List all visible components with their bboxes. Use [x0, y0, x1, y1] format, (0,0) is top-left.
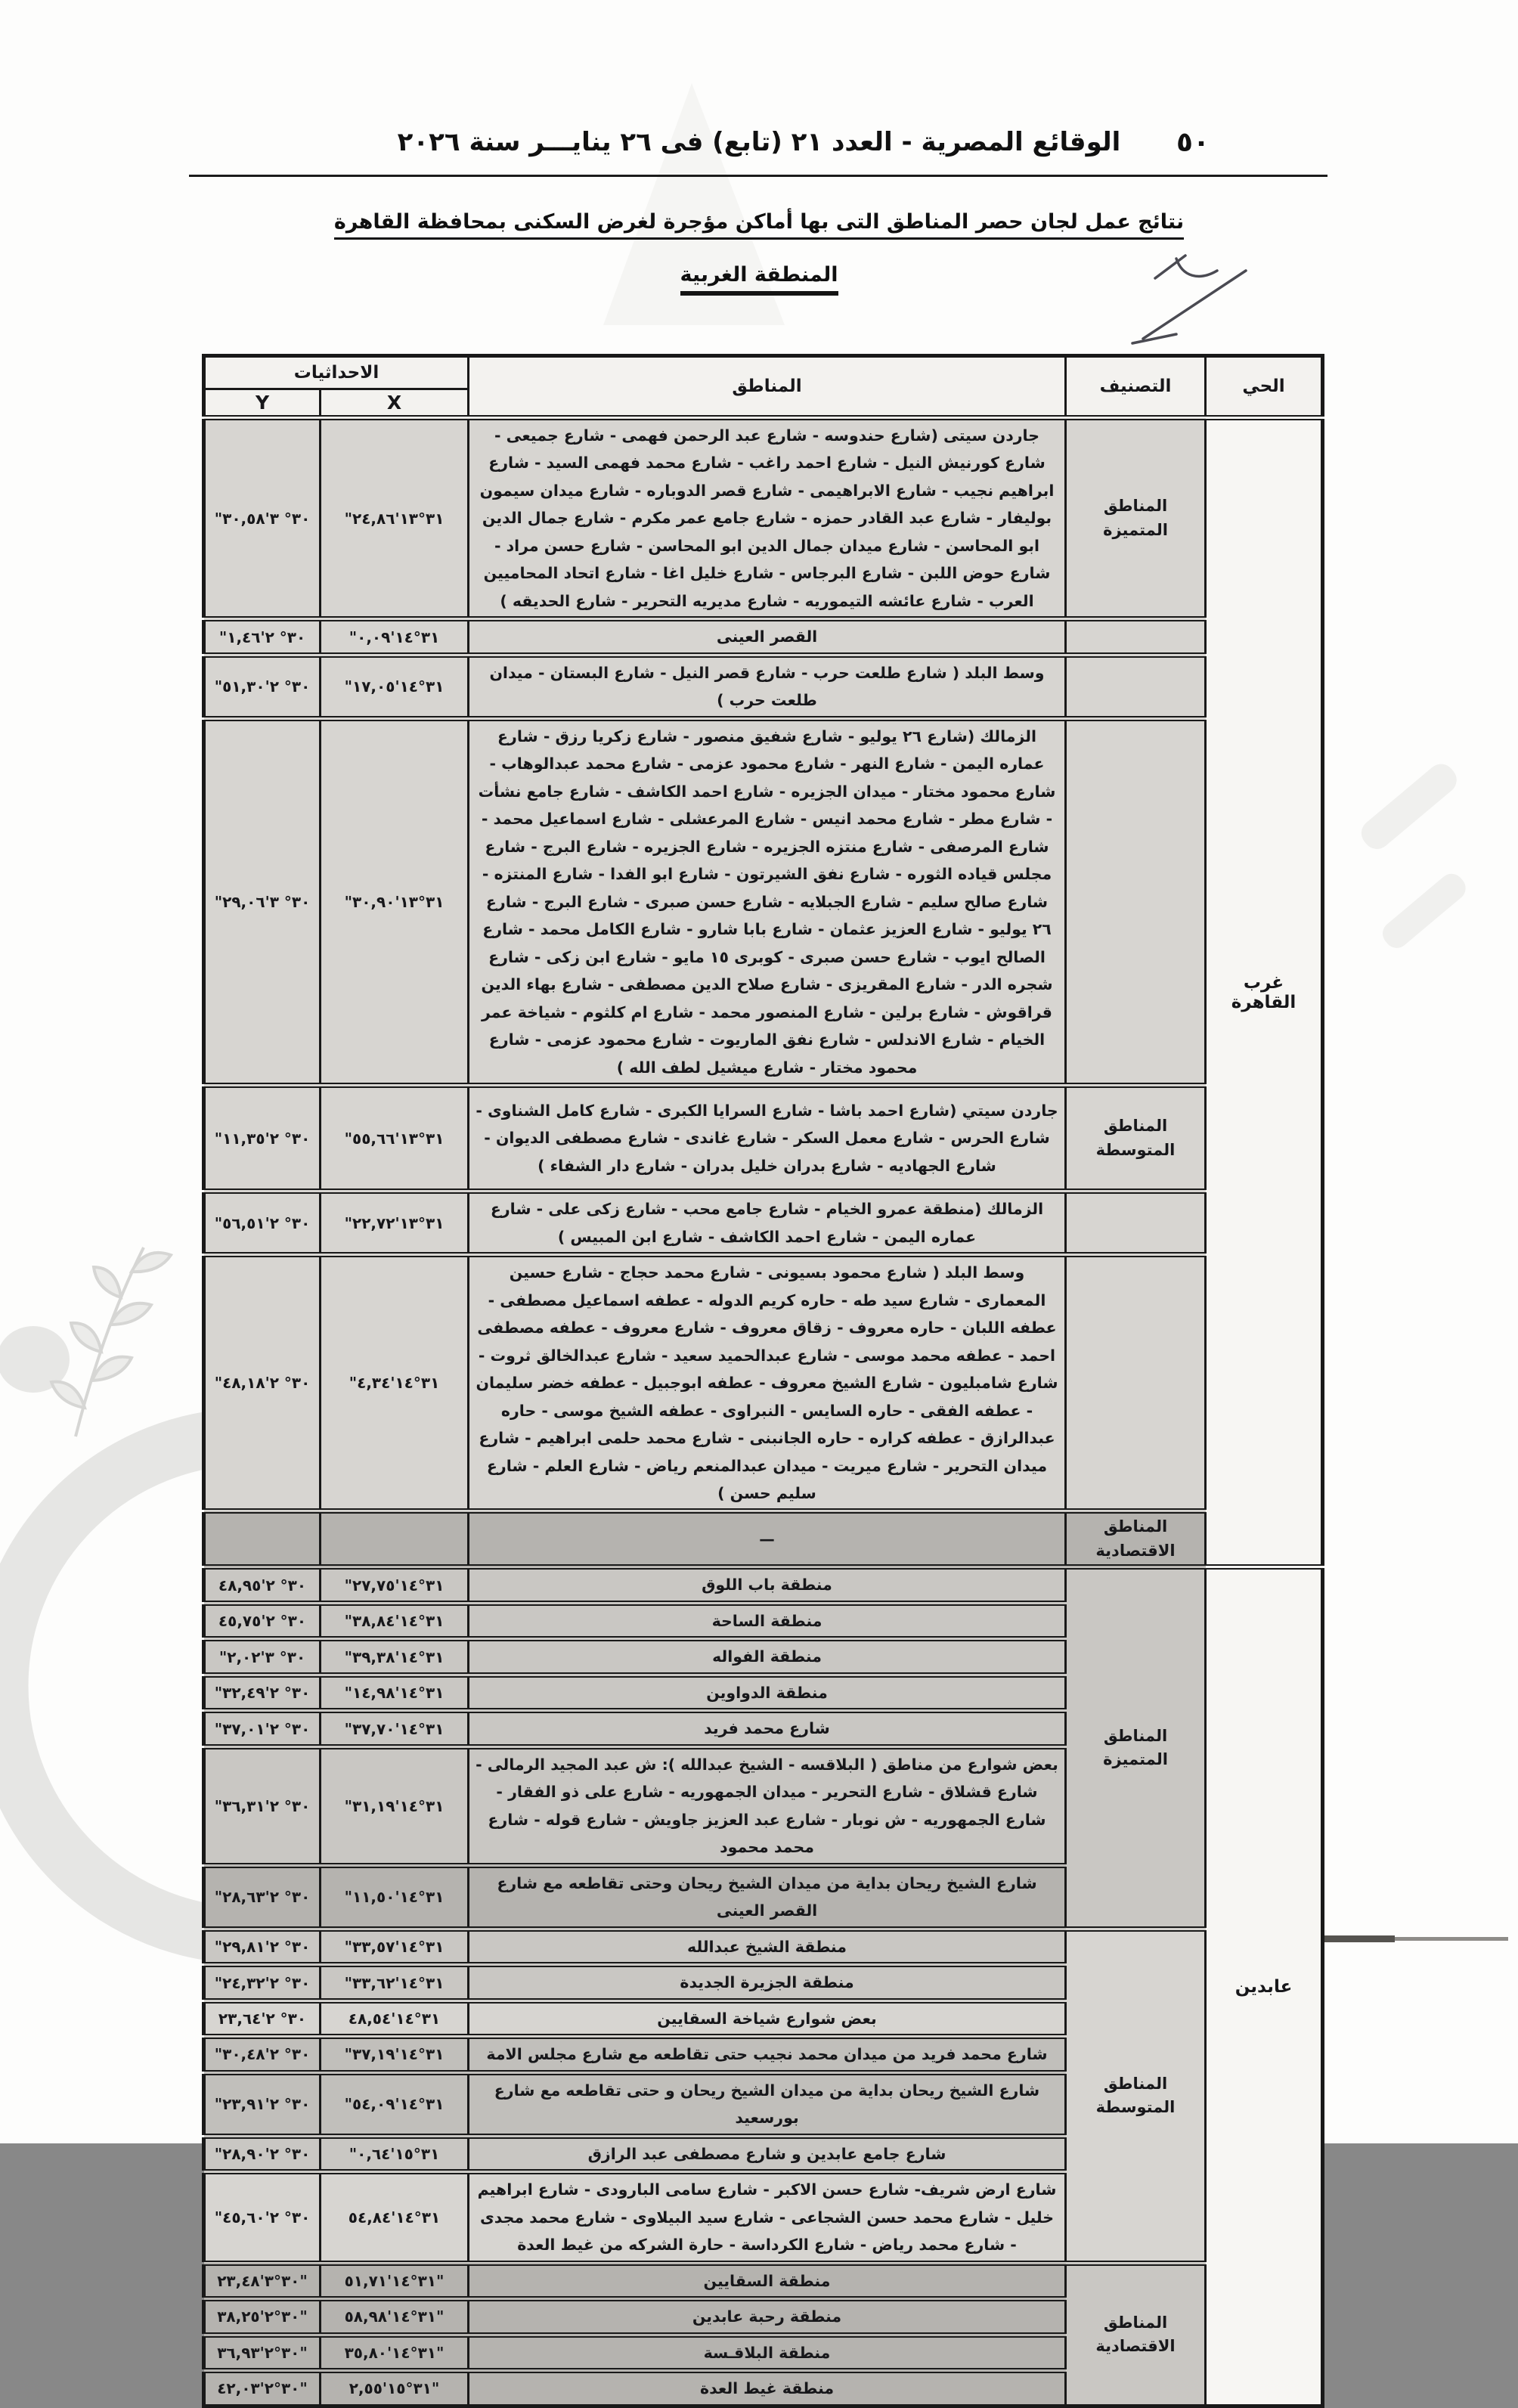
coord-y-cell: ٣٠° ٢'١١,٣٥" [204, 1086, 321, 1192]
coord-x-cell: ٣١°١٥'٠,٦٤" [321, 2136, 469, 2171]
coord-x-cell: ٣١°١٤'١٧,٠٥" [321, 655, 469, 718]
classification-cell-empty [1066, 619, 1206, 655]
areas-cell: منطقة البلاقـسة [469, 2335, 1066, 2370]
coord-y-cell: ٣٠° ٢'٥١,٣٠" [204, 655, 321, 718]
areas-cell: منطقة الجزيرة الجديدة [469, 1965, 1066, 2000]
coord-x-cell: ٣١°١٤'٣٩,٣٨" [321, 1639, 469, 1675]
areas-cell: بعض شوارع شياخة السقايين [469, 2000, 1066, 2036]
coord-y-cell: ٣٠° ٣'٢٩,٠٦" [204, 718, 321, 1085]
areas-cell: جاردن سيتى (شارع حندوسه - شارع عبد الرحمن فهمى - شارع جميعى - شارع كورنيش النيل - شارع احمد راغب - شارع محمد فهمى السيد - شارع ابراهيم نجيب - شارع الابراهيمى - شارع قصر الدوباره - شارع ميدان سيمون بوليفار - شارع عبد القادر حمزه - شارع جامع عمر مكرم - شارع جمال الدين ابو المحاسن - شارع ميدان جمال الدين ابو المحاسن - شارع حسن مراد - شارع حوض اللبن - شارع البرجاس - شارع خليل اغا - شارع اتحاد المحاميين العرب - شارع عائشه التيموريه - شارع مديريه التحرير - شارع الحديقه ) [469, 418, 1066, 619]
areas-cell: شارع الشيخ ريحان بداية من ميدان الشيخ ريحان وحتى تقاطعه مع شارع القصر العينى [469, 1865, 1066, 1929]
records-table [202, 354, 1324, 2408]
coord-x-cell: ٣١°١٤'٣٣,٥٧" [321, 1929, 469, 1964]
classification-cell-empty [1066, 655, 1206, 718]
coord-x-cell: ٣١°١٤'٣٨,٨٤" [321, 1603, 469, 1638]
coord-y-cell: ٣٠° ٢'١,٤٦" [204, 619, 321, 655]
areas-cell: منطقة باب اللوق [469, 1567, 1066, 1603]
coord-y-cell: ٣٠° ٢'٢٩,٨١" [204, 1929, 321, 1964]
coord-x-cell: ٣١°١٤'٣٥,٨٠" [321, 2335, 469, 2370]
areas-cell: شارع ارض شريف- شارع حسن الاكبر - شارع سامى البارودى - شارع ابراهيم خليل - شارع محمد حسن الشجاعى - شارع سيد البيلاوى - شارع محمد مجدى - شارع محمد رياض - شارع الكرداسة - حارة الشركه من غيط العدة [469, 2172, 1066, 2263]
areas-cell-dash: — [469, 1511, 1066, 1567]
areas-cell: شارع محمد فريد من ميدان محمد نجيب حتى تقاطعه مع شارع مجلس الامة [469, 2037, 1066, 2072]
district-cell-abdeen: عابدين [1206, 1567, 1323, 2406]
coord-x-cell: ٣١°١٤'٤٨,٥٤ [321, 2000, 469, 2036]
coord-x-cell: ٣١°١٣'٢٤,٨٦" [321, 418, 469, 619]
coord-y-cell: ٣٠° ٢'٢٤,٣٢" [204, 1965, 321, 2000]
coord-y-cell: ٣٠°٢'٣٦,٩٣" [204, 2335, 321, 2370]
coord-x-cell: ٣١°١٤'٣٧,١٩" [321, 2037, 469, 2072]
areas-cell: منطقة الشيخ عبدالله [469, 1929, 1066, 1964]
areas-cell: منطقة الدواوين [469, 1675, 1066, 1710]
coord-y-cell: ٣٠° ٢'٣٧,٠١" [204, 1711, 321, 1746]
classification-cell-economic: المناطق الاقتصادية [1066, 2263, 1206, 2406]
areas-cell: وسط البلد ( شارع طلعت حرب - شارع قصر النيل - شارع البستان - ميدان طلعت حرب ) [469, 655, 1066, 718]
areas-cell: جاردن سيتي (شارع احمد باشا - شارع السرايا الكبرى - شارع كامل الشناوى - شارع الحرس - شارع معمل السكر - شارع غاندى - شارع مصطفى الديوان - شارع الجهاديه - شارع بدران خليل بدران - شارع دار الشفاء ) [469, 1086, 1066, 1192]
col-header-classification: التصنيف [1066, 356, 1206, 418]
classification-cell-economic: المناطق الاقتصادية [1066, 1511, 1206, 1567]
areas-cell: منطقة رحبة عابدين [469, 2299, 1066, 2335]
header-rule [189, 175, 1327, 177]
coord-y-cell: ٣٠° ٢'٥٦,٥١" [204, 1192, 321, 1255]
coord-y-cell: ٣٠°٢'٤٢,٠٣" [204, 2371, 321, 2406]
areas-cell: منطقة السقايين [469, 2263, 1066, 2298]
classification-cell-empty [1066, 1255, 1206, 1511]
coord-y-cell: ٣٠° ٢'٣٢,٤٩" [204, 1675, 321, 1710]
classification-cell-medium: المناطق المتوسطة [1066, 1086, 1206, 1192]
col-header-coordinates: الاحداثيات [204, 356, 469, 389]
classification-cell-empty [1066, 718, 1206, 1085]
coord-x-cell [321, 1511, 469, 1567]
areas-cell: شارع الشيخ ريحان بداية من ميدان الشيخ ريحان و حتى تقاطعه مع شارع بورسعيد [469, 2072, 1066, 2136]
page-number: ٥٠ [1176, 127, 1210, 158]
coord-x-cell: ٣١°١٤'١١,٥٠" [321, 1865, 469, 1929]
coord-y-cell: ٣٠° ٢'٤٥,٦٠" [204, 2172, 321, 2263]
areas-cell: القصر العينى [469, 619, 1066, 655]
areas-cell: شارع محمد فريد [469, 1711, 1066, 1746]
coord-x-cell: ٣١°١٤'٣٣,٦٢" [321, 1965, 469, 2000]
coord-x-cell: ٣١°١٤'٥٨,٩٨" [321, 2299, 469, 2335]
areas-cell: منطقة الفواله [469, 1639, 1066, 1675]
coord-y-cell: ٣٠° ٢'٢٣,٩١" [204, 2072, 321, 2136]
classification-cell-medium: المناطق المتوسطة [1066, 1929, 1206, 2263]
coord-y-cell: ٣٠°٣'٢٣,٤٨" [204, 2263, 321, 2298]
areas-cell: منطقة غيط العدة [469, 2371, 1066, 2406]
coord-x-cell: ٣١°١٤'٥١,٧١" [321, 2263, 469, 2298]
coord-y-cell: ٣٠° ٢'٣٠,٤٨" [204, 2037, 321, 2072]
coord-x-cell: ٣١°١٤'٣٧,٧٠" [321, 1711, 469, 1746]
coord-y-cell [204, 1511, 321, 1567]
coord-y-cell: ٣٠° ٢'٤٨,١٨" [204, 1255, 321, 1511]
areas-cell: بعض شوارع من مناطق ( البلاقسه - الشيخ عبدالله ): ش عبد المجيد الرمالى - شارع قشلاق - شارع التحرير - ميدان الجمهوريه - شارع على ذو الفقار - شارع الجمهوريه - ش نوبار - شارع عبد العزيز جاويش - شارع قوله - شارع محمد محمود [469, 1746, 1066, 1865]
coord-y-cell: ٣٠°٢'٣٨,٢٥" [204, 2299, 321, 2335]
coord-y-cell: ٣٠° ٢'٢٨,٩٠" [204, 2136, 321, 2171]
district-cell-gharb-cairo: غرب القاهرة [1206, 418, 1323, 1567]
coord-x-cell: ٣١°١٣'٥٥,٦٦" [321, 1086, 469, 1192]
coord-x-cell: ٣١°١٤'٠,٠٩" [321, 619, 469, 655]
coord-x-cell: ٣١°١٤'٤,٣٤" [321, 1255, 469, 1511]
coord-x-cell: ٣١°١٥'٢,٥٥" [321, 2371, 469, 2406]
coord-y-cell: ٣٠° ٢'٢٨,٦٣" [204, 1865, 321, 1929]
coord-x-cell: ٣١°١٣'٣٠,٩٠" [321, 718, 469, 1085]
coord-x-cell: ٣١°١٤'٥٤,٠٩" [321, 2072, 469, 2136]
coord-y-cell: ٣٠° ٣'٣٠,٥٨" [204, 418, 321, 619]
classification-cell-premium: المناطق المتميزة [1066, 418, 1206, 619]
coord-y-cell: ٣٠° ٢'٤٥,٧٥ [204, 1603, 321, 1638]
doc-subtitle: المنطقة الغربية [200, 263, 1318, 287]
coord-y-cell: ٣٠° ٢'٢٣,٦٤ [204, 2000, 321, 2036]
classification-cell-empty [1066, 1192, 1206, 1255]
coord-y-cell: ٣٠° ٢'٣٦,٣١" [204, 1746, 321, 1865]
coord-x-cell: ٣١°١٤'٣١,١٩" [321, 1746, 469, 1865]
coord-x-cell: ٣١°١٤'١٤,٩٨" [321, 1675, 469, 1710]
areas-cell: الزمالك (منطقة عمرو الخيام - شارع جامع محب - شارع زكى على - شارع عماره اليمن - شارع احمد الكاشف - شارع ابن المبيس ) [469, 1192, 1066, 1255]
areas-cell: شارع جامع عابدين و شارع مصطفى عبد الرازق [469, 2136, 1066, 2171]
coord-y-cell: ٣٠° ٣'٢,٠٢" [204, 1639, 321, 1675]
classification-cell-premium: المناطق المتميزة [1066, 1567, 1206, 1929]
areas-cell: وسط البلد ( شارع محمود بسيونى - شارع محمد حجاج - شارع حسين المعمارى - شارع سيد طه - حاره كريم الدوله - عطفه اسماعيل مصطفى - عطفه اللبان - حاره معروف - زقاق معروف - شارع معروف - عطفه مصطفى احمد - عطفه محمد موسى - شارع عبدالحميد سعيد - شارع عبدالخالق ثروت - شارع شامبليون - شارع الشيخ معروف - عطفه ابوجبيل - عطفه خضر سليمان - عطفه الفقى - حاره السايس - النبراوى - عطفه الشيخ موسى - حاره عبدالرازق - عطفه كراره - حاره الجانبنى - شارع محمد حلمى ابراهيم - شارع ميدان التحرير - شارع ميريت - ميدان عبدالمنعم رياض - شارع العلم - شارع سليم حسن ) [469, 1255, 1066, 1511]
signature-mark [1126, 242, 1293, 355]
gazette-header: الوقائع المصرية - العدد ٢١ (تابع) فى ٢٦ ينايـــر سنة ٢٠٢٦ [397, 127, 1121, 157]
coord-x-cell: ٣١°١٤'٥٤,٨٤ [321, 2172, 469, 2263]
areas-cell: منطقة الساحة [469, 1603, 1066, 1638]
col-header-y: Y [204, 389, 321, 418]
col-header-x: X [321, 389, 469, 418]
areas-cell: الزمالك (شارع ٢٦ يوليو - شارع شفيق منصور - شارع زكريا رزق - شارع عماره اليمن - شارع النهر - شارع محمود عزمى - شارع محمد عبدالوهاب - شارع محمود مختار - ميدان الجزيره - شارع احمد الكاشف - شارع جامع نشأت - شارع مطر - شارع محمد انيس - شارع المرعشلى - شارع اسماعيل محمد - شارع المرصفى - شارع منتزه الجزيره - شارع الجزيره - شارع البرج - شارع مجلس قياده الثوره - شارع نفق الشيرتون - شارع ابو الفدا - شارع المنتزه - شارع صالح سليم - شارع الجبلايه - شارع حسن صبرى - شارع البرج - شارع ٢٦ يوليو - شارع العزيز عثمان - شارع بابا شارو - شارع الكامل محمد - شارع الصالح ايوب - شارع حسن صبرى - كوبرى ١٥ مايو - شارع ابن زكى - شارع شجره الدر - شارع المقريزى - شارع صلاح الدين مصطفى - شارع بهاء الدين قراقوش - شارع برلين - شارع المنصور محمد - شارع ام كلثوم - شياخة عمر الخيام - شارع الاندلس - شارع نفق الماريوت - شارع محمود عزمى - شارع محمود مختار - شارع ميشيل لطف الله ) [469, 718, 1066, 1085]
col-header-district: الحي [1206, 356, 1323, 418]
coord-x-cell: ٣١°١٤'٢٧,٧٥" [321, 1567, 469, 1603]
coord-y-cell: ٣٠° ٢'٤٨,٩٥ [204, 1567, 321, 1603]
coord-x-cell: ٣١°١٣'٢٢,٧٢" [321, 1192, 469, 1255]
col-header-areas: المناطق [469, 356, 1066, 418]
doc-title: نتائج عمل لجان حصر المناطق التى بها أماكن مؤجرة لغرض السكنى بمحافظة القاهرة [200, 210, 1318, 234]
